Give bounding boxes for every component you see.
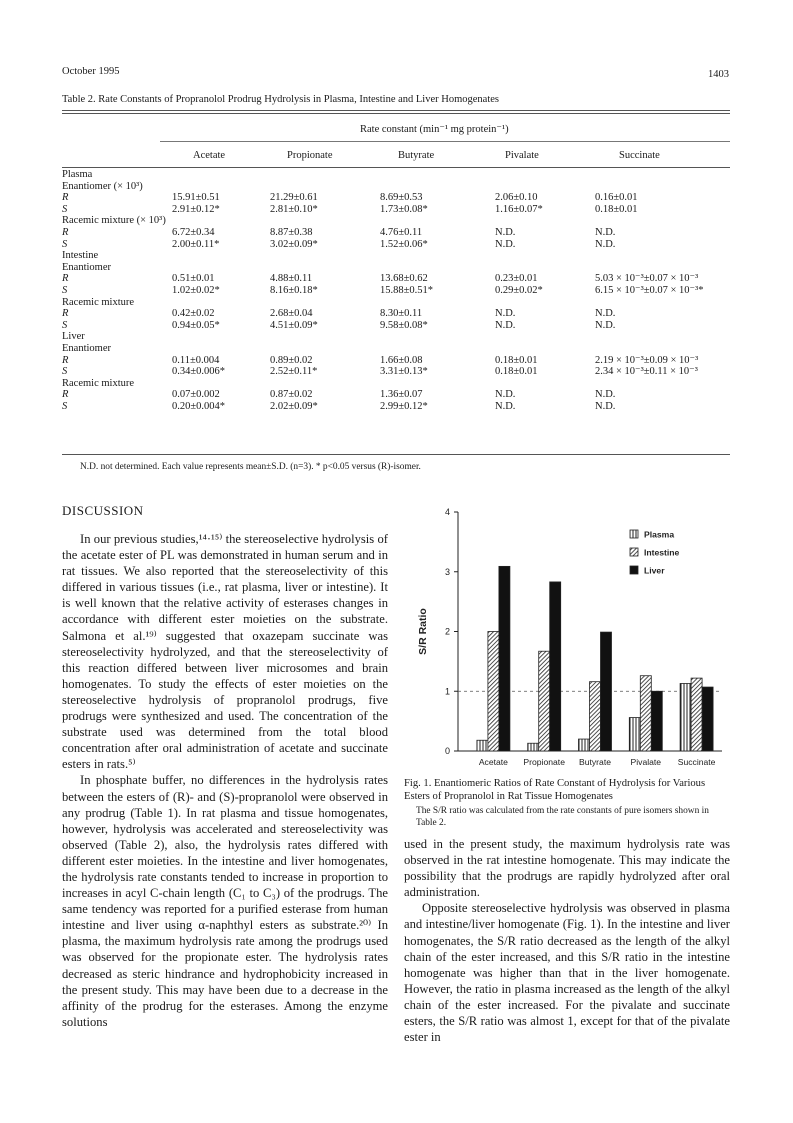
- bar-liver-succinate: [702, 687, 713, 751]
- bar-liver-acetate: [499, 566, 510, 751]
- table-cell: 2.06±0.10: [495, 192, 538, 204]
- table-row: [62, 250, 730, 262]
- table-cell: [495, 331, 595, 343]
- legend-label-plasma: Plasma: [644, 529, 675, 540]
- table-cell: 0.20±0.004*: [172, 400, 226, 412]
- table-cell: 8.87±0.38: [270, 226, 313, 238]
- table-cell: 0.34±0.006*: [172, 366, 226, 378]
- table-row: [62, 343, 730, 355]
- table-cell: [270, 181, 380, 193]
- table-cell: [270, 331, 380, 343]
- table-cell: 5.03 × 10⁻³±0.07 × 10⁻³: [595, 273, 699, 285]
- bar-plasma-propionate: [528, 743, 539, 751]
- table-cell: N.D.: [495, 308, 516, 320]
- table-cell: N.D.: [595, 308, 616, 320]
- header-bottom-rule: [62, 167, 730, 168]
- table-cell: N.D.: [595, 238, 616, 250]
- table-cell: 2.99±0.12*: [380, 400, 428, 412]
- bar-intestine-succinate: [691, 678, 702, 751]
- table-cell: [495, 250, 595, 262]
- table-cell: N.D.: [495, 389, 516, 401]
- table-cell: N.D.: [495, 319, 516, 331]
- table-cell: 9.58±0.08*: [380, 319, 428, 331]
- row-label: Racemic mixture: [62, 296, 135, 308]
- table-cell: 1.36±0.07: [380, 389, 423, 401]
- bar-plasma-succinate: [680, 683, 691, 751]
- table-cell: [595, 378, 730, 390]
- table-cell: 13.68±0.62: [380, 273, 428, 285]
- table-cell: N.D.: [495, 226, 516, 238]
- table-cell: [172, 262, 270, 274]
- legend-swatch-liver: [630, 566, 638, 574]
- table-cell: [595, 297, 730, 309]
- table-bottom-rule: [62, 454, 730, 455]
- table-cell: [270, 343, 380, 355]
- table-cell: 2.81±0.10*: [270, 203, 318, 215]
- row-label: Enantiomer (× 10³): [62, 180, 143, 192]
- table-row: [62, 204, 730, 216]
- bar-plasma-acetate: [477, 740, 488, 751]
- table-cell: [595, 343, 730, 355]
- legend-label-liver: Liver: [644, 565, 665, 576]
- table-cell: [380, 331, 495, 343]
- table-cell: [595, 262, 730, 274]
- table-cell: [172, 378, 270, 390]
- table-cell: 0.18±0.01: [595, 203, 638, 215]
- table-row: [62, 331, 730, 343]
- y-axis-label: S/R Ratio: [417, 608, 429, 655]
- table-row: [62, 308, 730, 320]
- table-row: [62, 320, 730, 332]
- table-cell: 15.88±0.51*: [380, 284, 434, 296]
- table-cell: 0.23±0.01: [495, 273, 538, 285]
- discussion-heading: DISCUSSION: [62, 503, 144, 518]
- table-cell: [270, 169, 380, 181]
- table-cell: 2.19 × 10⁻³±0.09 × 10⁻³: [595, 354, 699, 366]
- table-cell: [595, 169, 730, 181]
- bar-intestine-propionate: [539, 651, 550, 751]
- table-cell: [270, 262, 380, 274]
- row-label: Enantiomer: [62, 261, 111, 273]
- row-label: S: [62, 319, 68, 331]
- discussion-paragraph-4: Opposite stereoselective hydrolysis was observed in plasma and intestine/liver homogenate (Fig. 1). In the intestine and liver homogenates, the S/R ratio decreased as the length of the alkyl chain of the ester increased, and this S/R ratio in the intestine homogenate was higher than that in the liver homogenate. However, the ratio in plasma increased as the length of the alkyl chain of the ester increased. For the pivalate and succinate esters, the S/R ratio was almost 1, except for that of the pivalate ester in: [404, 901, 730, 1045]
- table-row: [62, 169, 730, 181]
- row-label: Liver: [62, 331, 85, 343]
- bar-liver-pivalate: [651, 691, 662, 751]
- table-cell: 8.30±0.11: [380, 308, 423, 320]
- table-cell: 2.68±0.04: [270, 308, 313, 320]
- table-cell: 8.16±0.18*: [270, 284, 318, 296]
- table-cell: 0.16±0.01: [595, 192, 638, 204]
- rate-constant-table: [62, 169, 730, 412]
- table-cell: [270, 250, 380, 262]
- table-cell: 3.02±0.09*: [270, 238, 318, 250]
- table-row: [62, 262, 730, 274]
- table-cell: [495, 297, 595, 309]
- table-row: [62, 227, 730, 239]
- table-cell: [380, 343, 495, 355]
- row-label: R: [62, 273, 69, 285]
- table-cell: [270, 378, 380, 390]
- table-row: [62, 285, 730, 297]
- row-label: R: [62, 354, 69, 366]
- table-row: [62, 378, 730, 390]
- table-cell: N.D.: [495, 238, 516, 250]
- table-cell: 6.72±0.34: [172, 226, 215, 238]
- figure-1-chart: [404, 500, 730, 775]
- row-label: S: [62, 203, 68, 215]
- col-header-butyrate: Butyrate: [398, 150, 435, 161]
- row-label: R: [62, 389, 69, 401]
- spanner-rule: [160, 141, 730, 142]
- table-cell: [495, 169, 595, 181]
- y-tick-label: 2: [444, 626, 450, 637]
- table-cell: 0.07±0.002: [172, 389, 220, 401]
- table-cell: [380, 250, 495, 262]
- row-label: Intestine: [62, 250, 99, 262]
- table-row: [62, 297, 730, 309]
- table-cell: [595, 250, 730, 262]
- page-number: 1403: [708, 69, 729, 80]
- legend-swatch-plasma: [630, 530, 638, 538]
- table-cell: [380, 169, 495, 181]
- discussion-left-column: [62, 531, 388, 1030]
- table-cell: [172, 181, 270, 193]
- table-cell: 0.51±0.01: [172, 273, 215, 285]
- table-cell: 2.91±0.12*: [172, 203, 220, 215]
- row-label: Plasma: [62, 169, 93, 180]
- figure-caption: Fig. 1. Enantiomeric Ratios of Rate Constant of Hydrolysis for Various Esters of Propranolol in Rat Tissue Homogenates: [404, 778, 706, 802]
- table-cell: [595, 215, 730, 227]
- x-tick-label: Pivalate: [630, 757, 662, 767]
- row-label: S: [62, 284, 68, 296]
- table-cell: [595, 181, 730, 193]
- y-tick-label: 3: [444, 566, 450, 577]
- table-cell: 0.18±0.01: [495, 366, 538, 378]
- row-label: R: [62, 192, 69, 204]
- row-label: S: [62, 400, 68, 412]
- table-cell: 8.69±0.53: [380, 192, 423, 204]
- discussion-paragraph-2: In phosphate buffer, no differences in the hydrolysis rates between the esters of (R)- and (S)-propranolol were observed in any prodrug (Table 1). In rat plasma and tissue homogenates, however, hydrolysis was accelerated and stereoselectivity was observed (Table 2), also, the hydrolysis rates differed with different ester moieties. In the intestine and liver homogenates, the hydrolysis rate constants tended to increase in proportion to increases in acyl C-chain length (C₁ to C₃) of the prodrugs. The same tendency was reported for a purified esterase from human intestine and liver using α-naphthyl esters as substrate.²⁰⁾ In plasma, the maximum hydrolysis rate among the prodrugs used was observed for the propionate ester. The hydrolysis rates decreased as steric hindrance and hydrophobicity increased in the present study. This may have been due to a decrease in the affinity of the prodrug for the esterases. Among the enzyme solutions: [62, 773, 388, 1029]
- table-cell: 0.11±0.004: [172, 354, 220, 366]
- table-cell: [270, 215, 380, 227]
- table-cell: [172, 215, 270, 227]
- table-spanner: Rate constant (min⁻¹ mg protein⁻¹): [360, 124, 509, 135]
- table-cell: N.D.: [495, 400, 516, 412]
- table-row: [62, 181, 730, 193]
- row-label: R: [62, 308, 69, 320]
- row-label: S: [62, 238, 68, 250]
- discussion-paragraph-1: In our previous studies,¹⁴·¹⁵⁾ the stereoselective hydrolysis of the acetate ester of PL was demonstrated in human serum and in rat tissues. We also reported that the stereoselectivity of this differed in various tissues (i.e., rat plasma, liver or intestine). It is well known that the relative activity of esterases changes in accordance with different ester moieties on the substrate. Salmona et al.¹⁹⁾ suggested that oxazepam succinate was stereoselectivity hydrolyzed, and that the stereoselectivity of this reaction differed between liver microsomes and brain homogenates. To study the effects of ester moieties on the stereoselective hydrolysis of propranolol prodrugs, five prodrugs were synthesized and used. The concentration of the substrate used was determined from the total blood concentration after oral administration of acetate and succinate esters in rats.⁵⁾: [62, 532, 388, 772]
- figure-note: The S/R ratio was calculated from the rate constants of pure isomers shown in Table 2.: [416, 806, 709, 828]
- table-cell: [380, 378, 495, 390]
- y-tick-label: 4: [444, 507, 450, 517]
- row-label: R: [62, 226, 69, 238]
- table-cell: [495, 343, 595, 355]
- bar-liver-propionate: [550, 582, 561, 751]
- table-row: [62, 366, 730, 378]
- col-header-acetate: Acetate: [193, 150, 226, 161]
- x-tick-label: Propionate: [523, 757, 565, 767]
- bar-intestine-butyrate: [590, 682, 601, 751]
- table-cell: [172, 250, 270, 262]
- x-tick-label: Succinate: [677, 757, 716, 767]
- bar-liver-butyrate: [601, 632, 612, 751]
- table-cell: 1.16±0.07*: [495, 203, 543, 215]
- row-label: Racemic mixture: [62, 377, 135, 389]
- table-top-rule: [62, 110, 730, 111]
- table-cell: 1.52±0.06*: [380, 238, 428, 250]
- table-cell: 21.29±0.61: [270, 192, 318, 204]
- table-cell: N.D.: [595, 400, 616, 412]
- discussion-right-column: [404, 836, 730, 1045]
- table-cell: N.D.: [595, 389, 616, 401]
- table-cell: 4.88±0.11: [270, 273, 313, 285]
- table-cell: [380, 181, 495, 193]
- table-cell: [380, 262, 495, 274]
- row-label: S: [62, 366, 68, 378]
- table-cell: [380, 297, 495, 309]
- table-cell: 1.02±0.02*: [172, 284, 220, 296]
- table-cell: N.D.: [595, 319, 616, 331]
- y-tick-label: 1: [444, 686, 450, 697]
- table-row: [62, 389, 730, 401]
- running-header-date: October 1995: [62, 66, 120, 77]
- table-cell: [172, 343, 270, 355]
- table-cell: 3.31±0.13*: [380, 366, 428, 378]
- col-header-succinate: Succinate: [619, 150, 660, 161]
- table-cell: 0.89±0.02: [270, 354, 313, 366]
- table-row: [62, 273, 730, 285]
- row-label: Racemic mixture (× 10³): [62, 215, 166, 227]
- table-row: [62, 239, 730, 251]
- table-cell: 0.87±0.02: [270, 389, 313, 401]
- row-label: Enantiomer: [62, 342, 111, 354]
- table-cell: 6.15 × 10⁻³±0.07 × 10⁻³*: [595, 284, 704, 296]
- discussion-paragraph-3: used in the present study, the maximum hydrolysis rate was observed in the rat intestine homogenate. This may indicate the possibility that the prodrugs are rapidly hydrolyzed after oral administration.: [404, 837, 730, 900]
- table-cell: 2.52±0.11*: [270, 366, 318, 378]
- y-tick-label: 0: [444, 746, 450, 756]
- table-cell: [380, 215, 495, 227]
- x-tick-label: Acetate: [478, 757, 508, 767]
- table-cell: 2.00±0.11*: [172, 238, 220, 250]
- table-cell: 1.73±0.08*: [380, 203, 428, 215]
- table-cell: N.D.: [595, 226, 616, 238]
- x-tick-label: Butyrate: [578, 757, 612, 767]
- table-cell: [172, 297, 270, 309]
- table-cell: 0.42±0.02: [172, 308, 215, 320]
- table-cell: 15.91±0.51: [172, 192, 220, 204]
- table-cell: [495, 215, 595, 227]
- col-header-propionate: Propionate: [287, 150, 333, 161]
- table-row: [62, 192, 730, 204]
- table-cell: 0.94±0.05*: [172, 319, 220, 331]
- table-cell: [172, 331, 270, 343]
- table-cell: 4.51±0.09*: [270, 319, 318, 331]
- bar-intestine-acetate: [488, 632, 499, 752]
- table-cell: 0.18±0.01: [495, 354, 538, 366]
- table-cell: 4.76±0.11: [380, 226, 423, 238]
- table-footnote: N.D. not determined. Each value represents mean±S.D. (n=3). * p<0.05 versus (R)-isomer.: [80, 462, 421, 472]
- legend-label-intestine: Intestine: [644, 547, 680, 558]
- table-cell: [172, 169, 270, 181]
- table-cell: 1.66±0.08: [380, 354, 423, 366]
- table-cell: [270, 297, 380, 309]
- bar-plasma-pivalate: [629, 718, 640, 751]
- col-header-pivalate: Pivalate: [505, 150, 539, 161]
- table-row: [62, 215, 730, 227]
- bar-intestine-pivalate: [640, 676, 651, 751]
- legend-swatch-intestine: [630, 548, 638, 556]
- table-title: Table 2. Rate Constants of Propranolol Prodrug Hydrolysis in Plasma, Intestine and Liver Homogenates: [62, 94, 499, 105]
- table-top-rule-2: [62, 113, 730, 114]
- table-cell: 2.34 × 10⁻³±0.11 × 10⁻³: [595, 366, 698, 378]
- table-cell: 2.02±0.09*: [270, 400, 318, 412]
- table-cell: [495, 181, 595, 193]
- table-cell: [495, 262, 595, 274]
- table-cell: [595, 331, 730, 343]
- table-row: [62, 355, 730, 367]
- table-cell: [495, 378, 595, 390]
- bar-plasma-butyrate: [579, 739, 590, 751]
- table-row: [62, 401, 730, 413]
- table-cell: 0.29±0.02*: [495, 284, 543, 296]
